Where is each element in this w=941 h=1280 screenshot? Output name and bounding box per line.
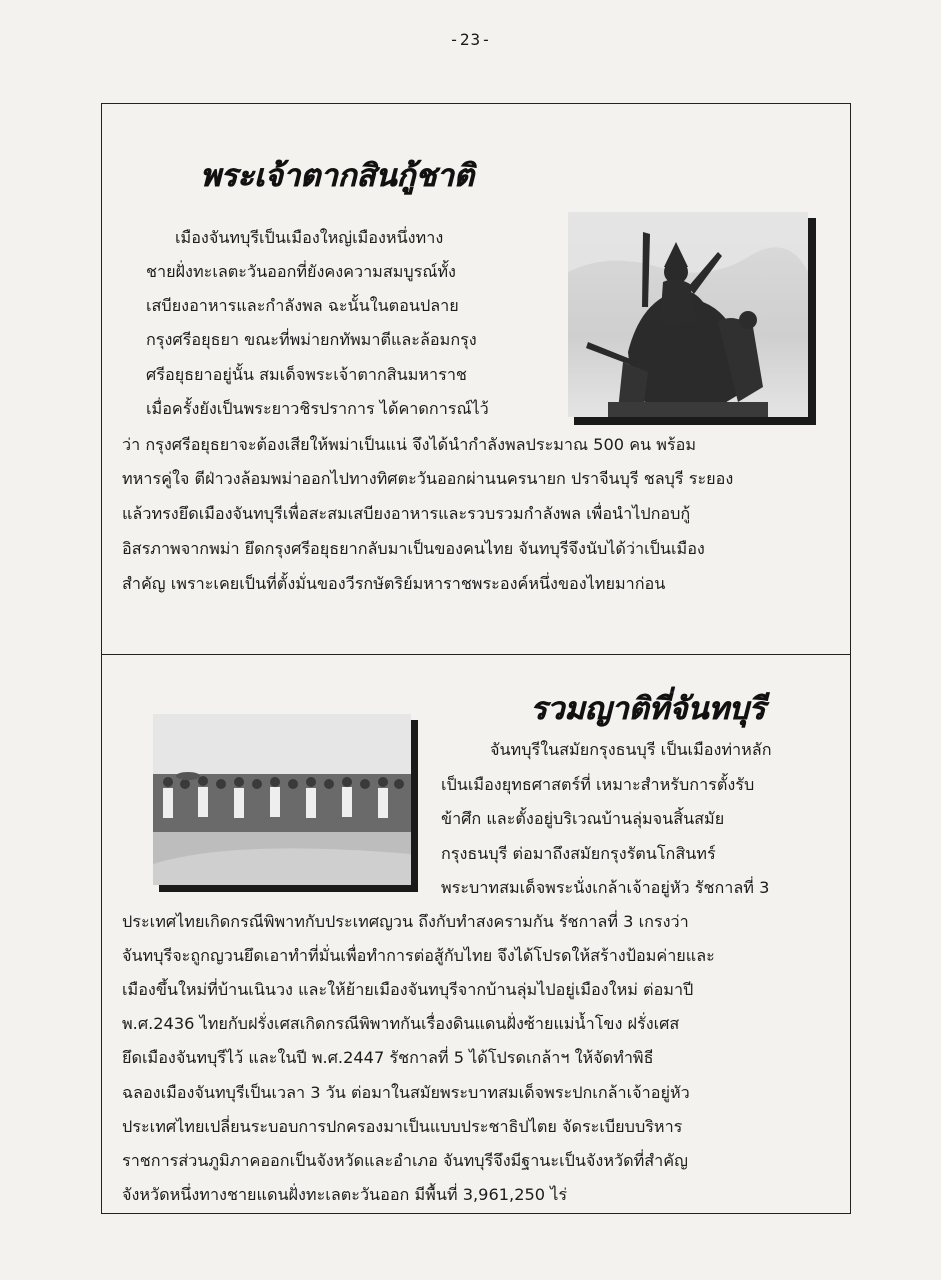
section1-line: ทหารคู่ใจ ตีฝ่าวงล้อมพม่าออกไปทางทิศตะวันออกผ่านนครนายก ปราจีนบุรี ชลบุรี ระยอง	[122, 469, 734, 488]
section1-line: กรุงศรีอยุธยา ขณะที่พม่ายกทัพมาตีและล้อมกรุง	[146, 330, 477, 349]
king-taksin-statue-photo	[568, 212, 816, 425]
section2-line: เป็นเมืองยุทธศาสตร์ที่ เหมาะสำหรับการตั้งรับ	[441, 775, 755, 794]
section2-line: จันทบุรีในสมัยกรุงธนบุรี เป็นเมืองท่าหลัก	[490, 740, 772, 759]
page-number: -23-	[449, 30, 492, 49]
section1-line: ชายฝั่งทะเลตะวันออกที่ยังคงความสมบูรณ์ทั้ง	[146, 262, 456, 281]
section1-line: อิสรภาพจากพม่า ยึดกรุงศรีอยุธยากลับมาเป็นของคนไทย จันทบุรีจึงนับได้ว่าเป็นเมือง	[122, 539, 705, 558]
section1-line: แล้วทรงยึดเมืองจันทบุรีเพื่อสะสมเสบียงอาหารและรวบรวมกำลังพล เพื่อนำไปกอบกู้	[122, 504, 691, 523]
section1-title: พระเจ้าตากสินกู้ชาติ	[200, 158, 474, 194]
section1-line: เมื่อครั้งยังเป็นพระยาวชิรปราการ ได้คาดการณ์ไว้	[146, 399, 489, 418]
section2-line: จันทบุรีจะถูกญวนยึดเอาทำที่มั่นเพื่อทำการต่อสู้กับไทย จึงได้โปรดให้สร้างป้อมค่ายและ	[122, 946, 715, 965]
section-divider	[101, 654, 851, 655]
section1-line: เสบียงอาหารและกำลังพล ฉะนั้นในตอนปลาย	[146, 296, 459, 315]
section1-line: ศรีอยุธยาอยู่นั้น สมเด็จพระเจ้าตากสินมหาราช	[146, 365, 467, 384]
section2-line: ข้าศึก และตั้งอยู่บริเวณบ้านลุ่มจนสิ้นสมัย	[441, 809, 725, 828]
section2-line: ประเทศไทยเปลี่ยนระบอบการปกครองมาเป็นแบบประชาธิปไตย จัดระเบียบบริหาร	[122, 1117, 683, 1136]
section2-line: เมืองขึ้นใหม่ที่บ้านเนินวง และให้ย้ายเมืองจันทบุรีจากบ้านลุ่มไปอยู่เมืองใหม่ ต่อมาปี	[122, 980, 694, 999]
section2-line: กรุงธนบุรี ต่อมาถึงสมัยกรุงรัตนโกสินทร์	[441, 844, 716, 863]
section2-title: รวมญาติที่จันทบุรี	[530, 691, 765, 727]
section1-line: ว่า กรุงศรีอยุธยาจะต้องเสียให้พม่าเป็นแน่ จึงได้นำกำลังพลประมาณ 500 คน พร้อม	[122, 435, 697, 454]
section1-line: สำคัญ เพราะเคยเป็นที่ตั้งมั่นของวีรกษัตริย์มหาราชพระองค์หนึ่งของไทยมาก่อน	[122, 574, 666, 593]
section2-line: พระบาทสมเด็จพระนั่งเกล้าเจ้าอยู่หัว รัชกาลที่ 3	[441, 878, 770, 897]
family-gathering-photo	[153, 714, 418, 892]
section2-line: พ.ศ.2436 ไทยกับฝรั่งเศสเกิดกรณีพิพาทกันเรื่องดินแดนฝั่งซ้ายแม่น้ำโขง ฝรั่งเศส	[122, 1014, 680, 1033]
section2-line: ยึดเมืองจันทบุรีไว้ และในปี พ.ศ.2447 รัชกาลที่ 5 ได้โปรดเกล้าฯ ให้จัดทำพิธี	[122, 1048, 654, 1067]
section1-line: เมืองจันทบุรีเป็นเมืองใหญ่เมืองหนึ่งทาง	[175, 228, 444, 247]
section2-line: ราชการส่วนภูมิภาคออกเป็นจังหวัดและอำเภอ จันทบุรีจึงมีฐานะเป็นจังหวัดที่สำคัญ	[122, 1151, 688, 1170]
section2-line: ฉลองเมืองจันทบุรีเป็นเวลา 3 วัน ต่อมาในสมัยพระบาทสมเด็จพระปกเกล้าเจ้าอยู่หัว	[122, 1083, 690, 1102]
section2-line: ประเทศไทยเกิดกรณีพิพาทกับประเทศญวน ถึงกับทำสงครามกัน รัชกาลที่ 3 เกรงว่า	[122, 912, 689, 931]
section2-line: จังหวัดหนึ่งทางชายแดนฝั่งทะเลตะวันออก มีพื้นที่ 3,961,250 ไร่	[122, 1185, 568, 1204]
